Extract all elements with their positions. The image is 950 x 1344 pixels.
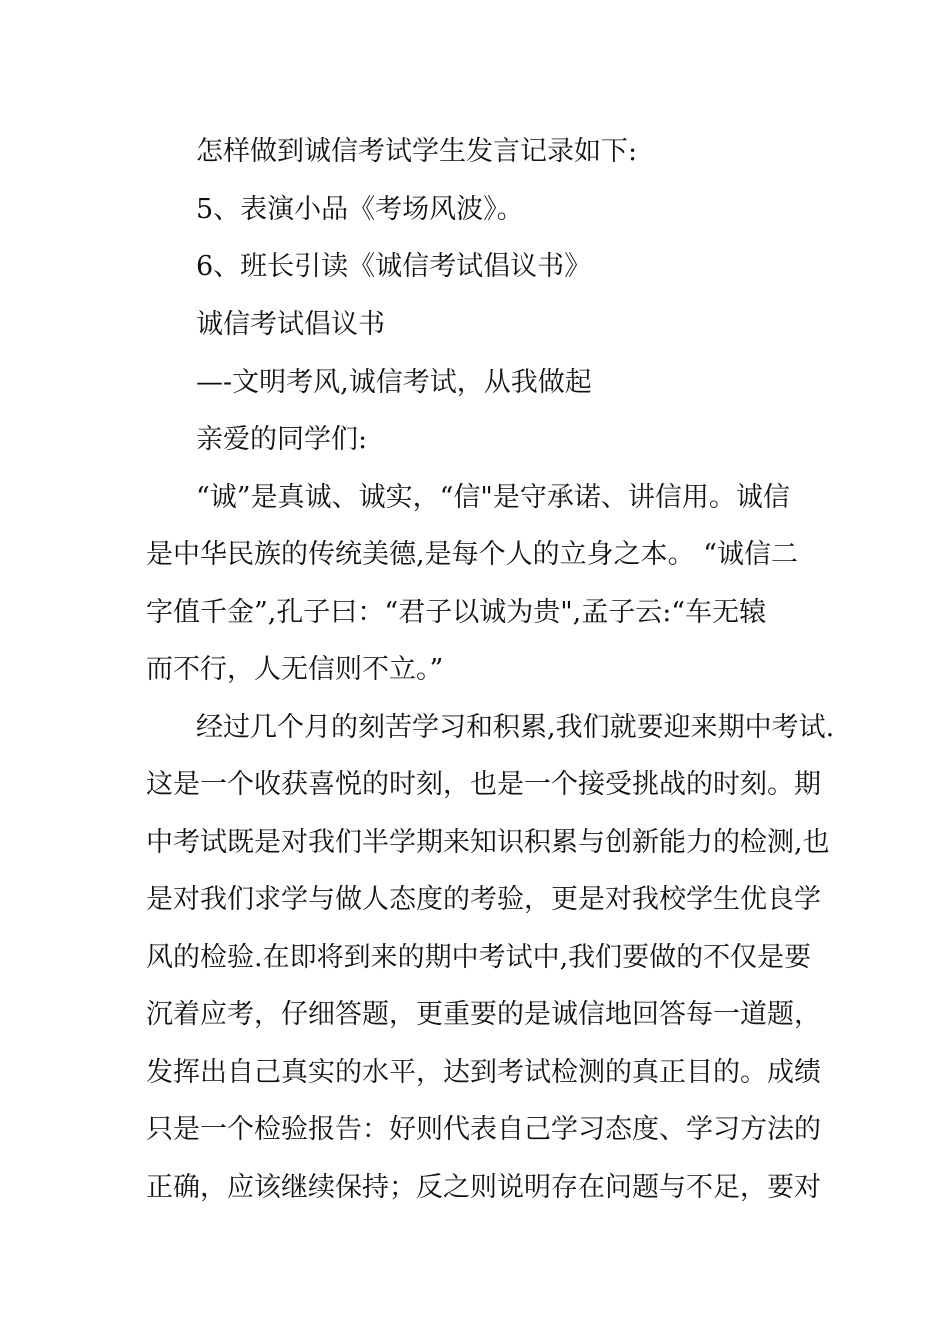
paragraph-line: 是对我们求学与做人态度的考验，更是对我校学生优良学 — [146, 884, 821, 915]
salutation: 亲爱的同学们: — [196, 424, 368, 455]
paragraph-line: 经过几个月的刻苦学习和积累,我们就要迎来期中考试. — [196, 712, 835, 743]
paragraph-line: 只是一个检验报告：好则代表自己学习态度、学习方法的 — [146, 1114, 821, 1145]
item-6-line: 6、班长引读《诚信考试倡议书》 — [196, 251, 592, 282]
paragraph-line: 正确，应该继续保持；反之则说明存在问题与不足，要对 — [146, 1172, 821, 1203]
item-5-line: 5、表演小品《考场风波》。 — [196, 194, 524, 225]
paragraph-line: 发挥出自己真实的水平，达到考试检测的真正目的。成绩 — [146, 1057, 821, 1088]
paragraph-line: 沉着应考，仔细答题，更重要的是诚信地回答每一道题， — [146, 999, 821, 1030]
paragraph-line: 中考试既是对我们半学期来知识积累与创新能力的检测,也 — [146, 827, 830, 858]
paragraph-line: 风的检验.在即将到来的期中考试中,我们要做的不仅是要 — [146, 942, 812, 973]
paragraph-line: 而不行，人无信则不立。” — [146, 654, 444, 685]
intro-line: 怎样做到诚信考试学生发言记录如下: — [196, 136, 638, 167]
proposal-subtitle: —-文明考风,诚信考试，从我做起 — [196, 367, 592, 398]
paragraph-line: “诚”是真诚、诚实，“信"是守承诺、讲信用。诚信 — [196, 482, 790, 513]
proposal-title: 诚信考试倡议书 — [196, 309, 385, 340]
paragraph-line: 是中华民族的传统美德,是每个人的立身之本。 “诚信二 — [146, 539, 798, 570]
paragraph-line: 字值千金”,孔子曰：“君子以诚为贵",孟子云:“车无辕 — [146, 597, 767, 628]
paragraph-line: 这是一个收获喜悦的时刻，也是一个接受挑战的时刻。期 — [146, 769, 821, 800]
